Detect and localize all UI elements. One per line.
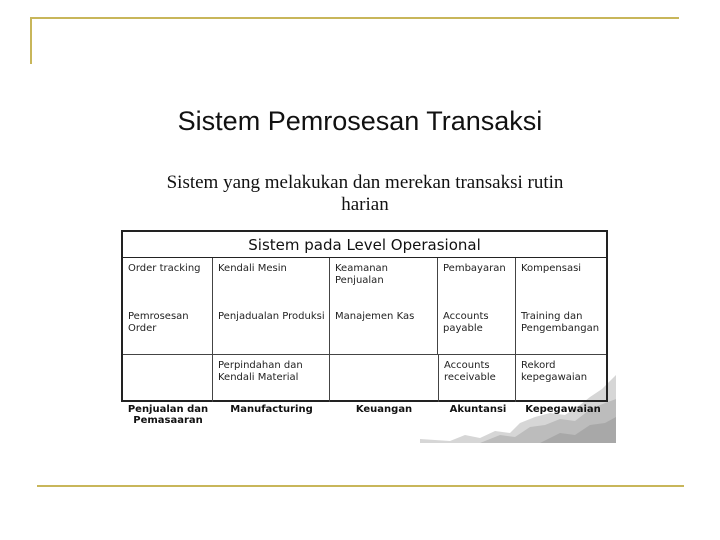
table-cell	[123, 258, 213, 355]
cell-text: Accounts payable	[443, 311, 489, 334]
table-cell	[438, 355, 516, 402]
subtitle-line-1: Sistem yang melakukan dan merekan transaksi rutin	[166, 172, 564, 193]
cell-text: Pemrosesan Order	[128, 311, 189, 334]
column-label: Penjualan dan Pemasaaran	[127, 404, 209, 426]
subtitle-line-2: harian	[341, 194, 389, 215]
cell-text: Rekord kepegawaian	[521, 360, 588, 383]
slide-subtitle	[118, 172, 612, 216]
column-label: Akuntansi	[449, 404, 507, 415]
frame-left-line	[30, 17, 32, 64]
cell-text: Accounts receivable	[444, 360, 496, 383]
cell-text: Training dan Pengembangan	[521, 311, 600, 334]
table-cell	[516, 258, 606, 355]
table-cell	[330, 258, 438, 355]
table-header: Sistem pada Level Operasional	[123, 232, 606, 258]
table-cell	[213, 355, 330, 402]
cell-text: Penjadualan Produksi	[218, 311, 325, 322]
cell-text: Kompensasi	[521, 263, 582, 274]
slide-title: Sistem Pemrosesan Transaksi	[177, 106, 543, 136]
cell-text: Order tracking	[128, 263, 201, 274]
frame-bottom-line	[37, 485, 684, 487]
cell-text: Manajemen Kas	[335, 311, 415, 322]
column-label: Keuangan	[355, 404, 413, 415]
cell-text: Keamanan Penjualan	[335, 263, 389, 286]
table-cell	[330, 355, 438, 402]
cell-text: Pembayaran	[443, 263, 506, 274]
cell-text: Kendali Mesin	[218, 263, 287, 274]
column-label: Manufacturing	[230, 404, 313, 415]
cell-text: Perpindahan dan Kendali Material	[218, 360, 303, 383]
table-cell	[123, 355, 213, 402]
frame-top-line	[30, 17, 679, 19]
column-label: Kepegawaian	[525, 404, 601, 415]
table-cell	[516, 355, 606, 402]
operational-systems-table	[121, 230, 608, 402]
table-cell	[213, 258, 330, 355]
table-cell	[438, 258, 516, 355]
